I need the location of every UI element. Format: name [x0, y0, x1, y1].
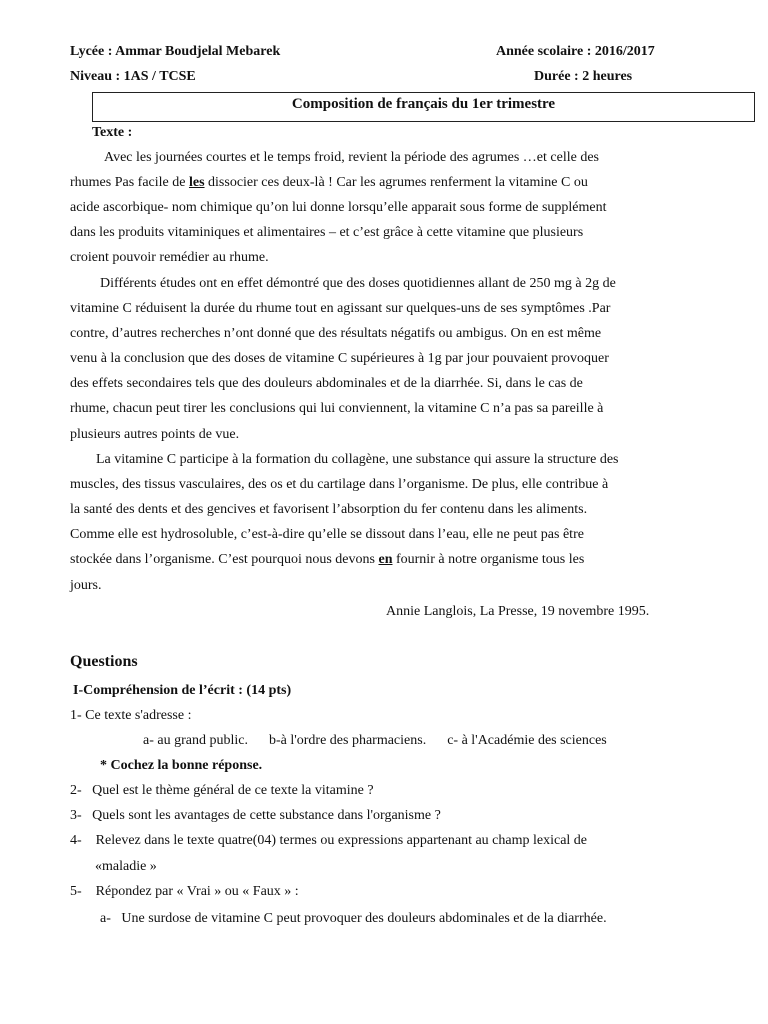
section-comprehension: I-Compréhension de l’écrit : (14 pts)	[73, 683, 292, 698]
school-year: Année scolaire : 2016/2017	[496, 44, 655, 59]
paragraph1-line1: Avec les journées courtes et le temps froid, revient la période des agrumes …et celle des	[104, 150, 599, 165]
exam-title: Composition de français du 1er trimestre	[291, 96, 556, 112]
underlined-pronoun-en: en	[378, 552, 393, 567]
question-2: 2- Quel est le thème général de ce texte la vitamine ?	[70, 783, 374, 798]
text-label: Texte :	[92, 125, 133, 140]
paragraph3-line4: Comme elle est hydrosoluble, c’est-à-dire qu’elle se dissout dans l’eau, elle ne peut pas être	[70, 527, 584, 542]
school-name: Lycée : Ammar Boudjelal Mebarek	[70, 44, 281, 59]
question-4: 4- Relevez dans le texte quatre(04) termes ou expressions appartenant au champ lexical de	[70, 833, 588, 848]
paragraph2-line2: vitamine C réduisent la durée du rhume tout en agissant sur quelques-uns de ses symptômes .Par	[70, 301, 611, 316]
text-source: Annie Langlois, La Presse, 19 novembre 1995.	[386, 604, 650, 619]
paragraph2-line3: contre, d’autres recherches n’ont donné que des résultats négatifs ou ambigus. On en est même	[70, 326, 602, 341]
question-1-options: a- au grand public. b-à l'ordre des pharmaciens. c- à l'Académie des sciences	[143, 733, 607, 748]
paragraph1-line4: dans les produits vitaminiques et alimentaires – et c’est grâce à cette vitamine que plusieurs	[70, 225, 584, 240]
text-segment: rhumes Pas facile de	[70, 175, 189, 190]
question-1: 1- Ce texte s'adresse :	[70, 708, 192, 723]
paragraph3-line3: la santé des dents et des gencives et favorisent l’absorption du fer contenu dans les aliments.	[70, 502, 588, 517]
paragraph1-line5: croient pouvoir remédier au rhume.	[70, 250, 269, 265]
question-4-continued: «maladie »	[95, 859, 157, 874]
question-3: 3- Quels sont les avantages de cette substance dans l'organisme ?	[70, 808, 441, 823]
class-level: Niveau : 1AS / TCSE	[70, 69, 196, 84]
paragraph1-line3: acide ascorbique- nom chimique qu’on lui donne lorsqu’elle apparait sous forme de supplément	[70, 200, 607, 215]
paragraph2-line4: venu à la conclusion que des doses de vitamine C supérieures à 1g par jour pouvaient provoquer	[70, 351, 609, 366]
question-5a: a- Une surdose de vitamine C peut provoquer des douleurs abdominales et de la diarrhée.	[100, 911, 607, 926]
paragraph2-line7: plusieurs autres points de vue.	[70, 427, 240, 442]
title-box	[92, 92, 755, 122]
paragraph3-line2: muscles, des tissus vasculaires, des os et du cartilage dans l’organisme. De plus, elle contribue à	[70, 477, 609, 492]
text-segment: stockée dans l’organisme. C’est pourquoi nous devons	[70, 552, 379, 567]
text-segment: fournir à notre organisme tous les	[392, 552, 585, 567]
exam-duration: Durée : 2 heures	[534, 69, 633, 84]
paragraph3-line6: jours.	[70, 578, 102, 593]
paragraph1-line2	[70, 176, 588, 190]
paragraph2-line1: Différents études ont en effet démontré que des doses quotidiennes allant de 250 mg à 2g de	[100, 276, 616, 291]
question-5: 5- Répondez par « Vrai » ou « Faux » :	[70, 884, 299, 899]
text-segment: dissocier ces deux-là ! Car les agrumes renferment la vitamine C ou	[204, 175, 588, 190]
underlined-pronoun-les: les	[188, 175, 205, 190]
questions-heading: Questions	[70, 653, 138, 670]
paragraph2-line5: des effets secondaires tels que des douleurs abdominales et de la diarrhée. Si, dans le cas de	[70, 376, 583, 391]
paragraph3-line1: La vitamine C participe à la formation du collagène, une substance qui assure la structure des	[96, 452, 619, 467]
question-1-instruction: * Cochez la bonne réponse.	[100, 758, 263, 773]
paragraph3-line5	[70, 553, 584, 567]
paragraph2-line6: rhume, chacun peut tirer les conclusions qui lui conviennent, la vitamine C n’a pas sa pareille à	[70, 401, 604, 416]
